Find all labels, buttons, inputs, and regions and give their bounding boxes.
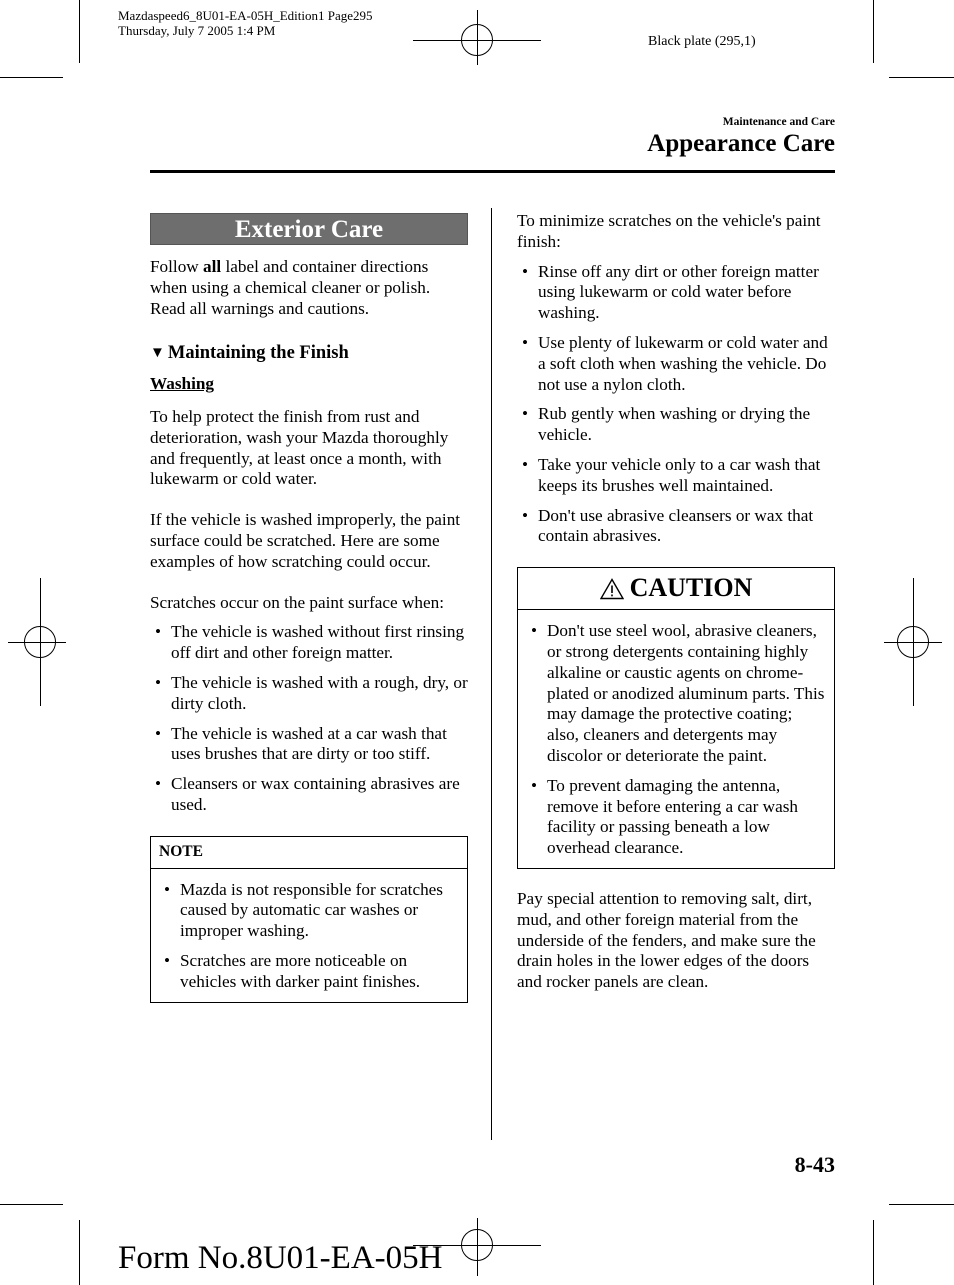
- caution-title: CAUTION: [629, 573, 753, 603]
- file-info-line2: Thursday, July 7 2005 1:4 PM: [118, 23, 276, 38]
- exterior-care-banner: Exterior Care: [150, 213, 468, 245]
- list-item: • Take your vehicle only to a car wash that keeps its brushes well maintained.: [517, 455, 835, 497]
- right-column: [517, 211, 835, 993]
- list-item: • The vehicle is washed without first rinsing off dirt and other foreign matter.: [150, 622, 468, 664]
- list-item: • Use plenty of lukewarm or cold water and a soft cloth when washing the vehicle. Do not use a nylon cloth.: [517, 333, 835, 395]
- closing-paragraph: Pay special attention to removing salt, dirt, mud, and other foreign material from the underside of the fenders, and make sure the drain holes in the lower edges of the doors and rocker panels are clean.: [517, 888, 816, 992]
- list-item: • Don't use steel wool, abrasive cleaners, or strong detergents containing highly alkaline or caustic agents on chrome-plated or anodized aluminum parts. This may damage the protective coating; also, cleaners and detergents may discolor or deteriorate the paint.: [526, 621, 826, 767]
- right-intro: To minimize scratches on the vehicle's paint finish:: [517, 211, 821, 251]
- page-number: 8-43: [794, 1152, 835, 1177]
- washing-heading: Washing: [150, 374, 215, 394]
- caution-list: [526, 621, 826, 859]
- left-column: [150, 213, 468, 1003]
- paragraph-1: To help protect the finish from rust and deterioration, wash your Mazda thoroughly and frequently, at least once a month, with lukewarm or cold water.: [150, 406, 449, 489]
- intro-paragraph: Follow all label and container directions when using a chemical cleaner or polish. Read all warnings and cautions.: [150, 257, 431, 318]
- section-title: Appearance Care: [647, 130, 835, 157]
- caution-header: [518, 568, 834, 610]
- scratch-causes-list: [150, 622, 468, 815]
- list-item: • The vehicle is washed with a rough, dry, or dirty cloth.: [150, 673, 468, 715]
- warning-triangle-icon: [600, 578, 624, 600]
- list-item: • The vehicle is washed at a car wash that uses brushes that are dirty or too stiff.: [150, 724, 468, 766]
- paragraph-2: If the vehicle is washed improperly, the paint surface could be scratched. Here are some examples of how scratching could occur.: [150, 510, 461, 571]
- maintaining-finish-heading: ▼ Maintaining the Finish: [150, 343, 349, 364]
- list-item: • Scratches are more noticeable on vehicles with darker paint finishes.: [159, 951, 459, 993]
- list-item: • Don't use abrasive cleansers or wax that contain abrasives.: [517, 506, 835, 548]
- triangle-down-icon: ▼: [150, 345, 165, 362]
- note-box: [150, 836, 468, 1003]
- list-item: • To prevent damaging the antenna, remove it before entering a car wash facility or passing beneath a low overhead clearance.: [526, 776, 826, 859]
- column-divider: [491, 208, 492, 1140]
- plate-label: Black plate (295,1): [648, 34, 756, 49]
- list-item: • Mazda is not responsible for scratches caused by automatic car washes or improper washing.: [159, 880, 459, 942]
- file-info-line1: Mazdaspeed6_8U01-EA-05H_Edition1 Page295: [118, 8, 373, 23]
- note-title: NOTE: [151, 837, 467, 869]
- list-item: • Rinse off any dirt or other foreign matter using lukewarm or cold water before washing.: [517, 262, 835, 324]
- form-number: Form No.8U01-EA-05H: [118, 1240, 443, 1276]
- header-rule: [150, 170, 835, 173]
- caution-box: [517, 567, 835, 869]
- note-list: [159, 880, 459, 993]
- section-label: Maintenance and Care: [722, 116, 835, 128]
- list-item: • Rub gently when washing or drying the vehicle.: [517, 404, 835, 446]
- paragraph-3: Scratches occur on the paint surface when:: [150, 592, 444, 612]
- file-info: [118, 8, 373, 38]
- list-item: • Cleansers or wax containing abrasives are used.: [150, 774, 468, 816]
- prevention-list: [517, 262, 835, 548]
